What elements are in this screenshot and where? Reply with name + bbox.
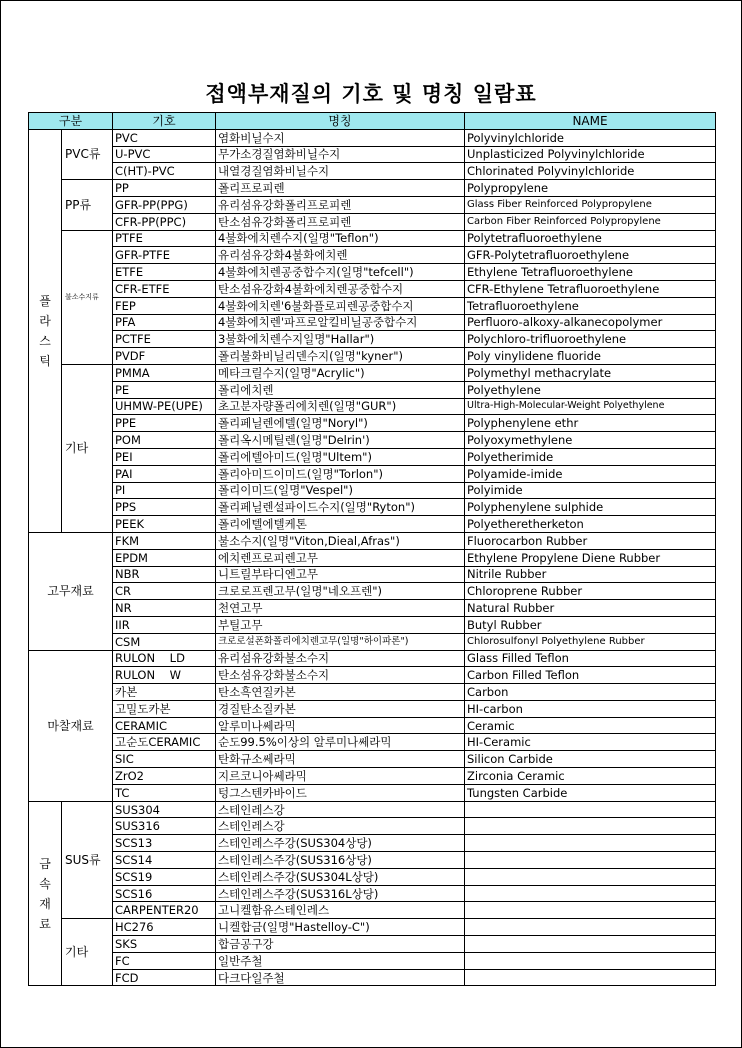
cell-symbol: PPS (113, 499, 216, 516)
table-row (29, 297, 716, 314)
cell-symbol: IIR (113, 616, 216, 633)
cell-name-kr: 스테인레스주강(SUS316상당) (216, 852, 465, 869)
cell-name-en (465, 801, 716, 818)
cell-name-kr: 천연고무 (216, 600, 465, 617)
cell-name-kr: 탄소섬유강화불소수지 (216, 667, 465, 684)
cell-name-kr: 유리섬유강화4불화에치렌 (216, 247, 465, 264)
cell-name-kr: 불소수지(일명"Viton,Dieal,Afras") (216, 532, 465, 549)
cell-name-kr: 내열경질염화비닐수지 (216, 163, 465, 180)
cell-name-kr: 합금공구강 (216, 936, 465, 953)
cell-name-en (465, 868, 716, 885)
cell-name-en: Ceramic (465, 717, 716, 734)
cell-symbol: SCS13 (113, 835, 216, 852)
cell-name-en: Polyimide (465, 482, 716, 499)
cell-symbol: CERAMIC (113, 717, 216, 734)
table-row (29, 784, 716, 801)
cell-symbol: C(HT)-PVC (113, 163, 216, 180)
cell-name-en (465, 902, 716, 919)
cell-name-en: Polytetrafluoroethylene (465, 230, 716, 247)
cell-symbol: ZrO2 (113, 768, 216, 785)
table-row (29, 532, 716, 549)
table-row (29, 247, 716, 264)
cell-name-en: Chlorinated Polyvinylchloride (465, 163, 716, 180)
table-row (29, 381, 716, 398)
cell-name-kr: 다크다일주철 (216, 969, 465, 986)
cell-name-kr: 스테인레스주강(SUS304상당) (216, 835, 465, 852)
header-symbol: 기호 (113, 113, 216, 130)
cell-name-en: HI-carbon (465, 700, 716, 717)
table-row (29, 868, 716, 885)
table-row (29, 751, 716, 768)
cell-symbol: PFA (113, 314, 216, 331)
cell-name-en (465, 952, 716, 969)
cell-name-kr: 유리섬유강화불소수지 (216, 650, 465, 667)
cell-name-kr: 니트릴부타디엔고무 (216, 566, 465, 583)
table-row (29, 364, 716, 381)
cell-symbol: TC (113, 784, 216, 801)
cell-name-kr: 폴리옥시메틸렌(일명"Delrin') (216, 432, 465, 449)
cell-name-en: CFR-Ethylene Tetrafluoroethylene (465, 280, 716, 297)
table-row (29, 734, 716, 751)
cell-name-en: Zirconia Ceramic (465, 768, 716, 785)
cell-name-en: Perfluoro-alkoxy-alkanecopolymer (465, 314, 716, 331)
subcategory-metal-etc: 기타 (62, 919, 113, 986)
cell-name-en: HI-Ceramic (465, 734, 716, 751)
cell-name-kr: 폴리에텔에텔케톤 (216, 516, 465, 533)
table-row (29, 180, 716, 197)
cell-name-en: Carbon Filled Teflon (465, 667, 716, 684)
cell-name-kr: 스테인레스주강(SUS316L상당) (216, 885, 465, 902)
cell-name-en: Ethylene Tetrafluoroethylene (465, 264, 716, 281)
cell-name-en: Butyl Rubber (465, 616, 716, 633)
table-row (29, 398, 716, 415)
cell-symbol: EPDM (113, 549, 216, 566)
table-row (29, 684, 716, 701)
cell-name-kr: 3불화에치렌수지일명"Hallar") (216, 331, 465, 348)
cell-name-en (465, 818, 716, 835)
cell-symbol: PPE (113, 415, 216, 432)
table-row (29, 633, 716, 650)
cell-name-kr: 4불화에치렌'파프로알킬비닐공중합수지 (216, 314, 465, 331)
cell-symbol: U-PVC (113, 146, 216, 163)
table-row (29, 348, 716, 365)
cell-name-kr: 탄화규소쎄라믹 (216, 751, 465, 768)
table-row (29, 432, 716, 449)
cell-symbol: SCS19 (113, 868, 216, 885)
cell-name-en (465, 885, 716, 902)
subcategory-pp: PP류 (62, 180, 113, 230)
cell-name-kr: 텅그스텐카바이드 (216, 784, 465, 801)
cell-name-kr: 스테인레스주강(SUS304L상당) (216, 868, 465, 885)
cell-name-kr: 크로로프렌고무(일명"네오프렌") (216, 583, 465, 600)
header-name-kr: 명칭 (216, 113, 465, 130)
cell-symbol: FKM (113, 532, 216, 549)
cell-name-kr: 탄소섬유강화4불화에치렌공중합수지 (216, 280, 465, 297)
cell-name-kr: 폴리불화비닐리덴수지(일명"kyner") (216, 348, 465, 365)
header-row (29, 113, 716, 130)
cell-symbol: CR (113, 583, 216, 600)
subcategory-plastic-etc: 기타 (62, 364, 113, 532)
cell-symbol: PVC (113, 129, 216, 146)
cell-symbol: PEEK (113, 516, 216, 533)
cell-name-en (465, 835, 716, 852)
table-row (29, 264, 716, 281)
cell-name-kr: 탄소흑연질카본 (216, 684, 465, 701)
category-plastic: 플 라 스 틱 (29, 129, 62, 532)
table-row (29, 801, 716, 818)
cell-symbol: GFR-PTFE (113, 247, 216, 264)
table-row (29, 129, 716, 146)
table-row (29, 213, 716, 230)
cell-name-kr: 폴리페닐렌설파이드수지(일명"Ryton") (216, 499, 465, 516)
cell-symbol: PVDF (113, 348, 216, 365)
cell-symbol: RULON LD (113, 650, 216, 667)
cell-symbol: PAI (113, 465, 216, 482)
cell-name-en: Carbon (465, 684, 716, 701)
cell-name-kr: 4불화에치렌공중합수지(일명"tefcell") (216, 264, 465, 281)
cell-name-en: Natural Rubber (465, 600, 716, 617)
cell-name-en: Polyethylene (465, 381, 716, 398)
table-row (29, 163, 716, 180)
cell-name-en: Carbon Fiber Reinforced Polypropylene (465, 213, 716, 230)
table-row (29, 835, 716, 852)
cell-name-en: Polyoxymethylene (465, 432, 716, 449)
subcategory-fluoro: 불소수지류 (62, 230, 113, 364)
cell-name-en: Ethylene Propylene Diene Rubber (465, 549, 716, 566)
table-row (29, 852, 716, 869)
cell-name-kr: 염화비닐수지 (216, 129, 465, 146)
table-row (29, 331, 716, 348)
cell-symbol: CFR-PP(PPC) (113, 213, 216, 230)
table-row (29, 583, 716, 600)
material-table (28, 112, 716, 986)
cell-name-kr: 폴리에텔아미드(일명"Ultem") (216, 448, 465, 465)
cell-name-en (465, 936, 716, 953)
category-metal: 금 속 재 료 (29, 801, 62, 986)
cell-symbol: ETFE (113, 264, 216, 281)
cell-name-en: Polyetheretherketon (465, 516, 716, 533)
cell-symbol: 고밀도카본 (113, 700, 216, 717)
cell-name-en: Polypropylene (465, 180, 716, 197)
table-row (29, 952, 716, 969)
table-row (29, 465, 716, 482)
table-row (29, 600, 716, 617)
cell-name-en: Fluorocarbon Rubber (465, 532, 716, 549)
cell-name-en: Polyphenylene ethr (465, 415, 716, 432)
table-body (29, 129, 716, 986)
cell-name-en: Polychloro-trifluoroethylene (465, 331, 716, 348)
table-row (29, 549, 716, 566)
table-row (29, 516, 716, 533)
cell-name-en: Polyphenylene sulphide (465, 499, 716, 516)
cell-name-kr: 일반주철 (216, 952, 465, 969)
cell-symbol: SUS304 (113, 801, 216, 818)
cell-name-kr: 폴리에치렌 (216, 381, 465, 398)
table-row (29, 146, 716, 163)
cell-name-en: Tetrafluoroethylene (465, 297, 716, 314)
cell-name-kr: 폴리프로피렌 (216, 180, 465, 197)
cell-symbol: CSM (113, 633, 216, 650)
table-row (29, 196, 716, 213)
table-row (29, 919, 716, 936)
cell-symbol: PCTFE (113, 331, 216, 348)
cell-symbol: POM (113, 432, 216, 449)
category-friction: 마찰재료 (29, 650, 113, 801)
cell-symbol: 고순도CERAMIC (113, 734, 216, 751)
cell-name-kr: 폴리페닐렌에텔(일명"Noryl") (216, 415, 465, 432)
table-row (29, 768, 716, 785)
cell-name-kr: 무가소경질염화비닐수지 (216, 146, 465, 163)
table-row (29, 314, 716, 331)
cell-name-kr: 고니켈함유스테인레스 (216, 902, 465, 919)
cell-symbol: CARPENTER20 (113, 902, 216, 919)
cell-name-kr: 니켈합금(일명"Hastelloy-C") (216, 919, 465, 936)
cell-symbol: NR (113, 600, 216, 617)
cell-name-kr: 폴리아미드이미드(일명"Torlon") (216, 465, 465, 482)
cell-name-en: Polyvinylchloride (465, 129, 716, 146)
cell-name-kr: 크로로설폰화폴리에치렌고무(일명"하이파론") (216, 633, 465, 650)
table-row (29, 415, 716, 432)
cell-name-kr: 지르코니아쎄라믹 (216, 768, 465, 785)
subcategory-pvc: PVC류 (62, 129, 113, 179)
cell-name-en (465, 919, 716, 936)
table-row (29, 650, 716, 667)
cell-symbol: SUS316 (113, 818, 216, 835)
cell-name-kr: 알루미나쎄라믹 (216, 717, 465, 734)
cell-symbol: SIC (113, 751, 216, 768)
cell-symbol: PI (113, 482, 216, 499)
table-row (29, 902, 716, 919)
cell-name-en (465, 969, 716, 986)
cell-name-kr: 4불화에치렌'6불화플로피렌공중합수지 (216, 297, 465, 314)
cell-name-kr: 유리섬유강화폴리프로피렌 (216, 196, 465, 213)
page-title: 접액부재질의 기호 및 명칭 일람표 (205, 82, 537, 106)
cell-name-kr: 폴리이미드(일명"Vespel") (216, 482, 465, 499)
cell-name-en: Ultra-High-Molecular-Weight Polyethylene (465, 398, 716, 415)
table-row (29, 280, 716, 297)
cell-name-en: Glass Fiber Reinforced Polypropylene (465, 196, 716, 213)
cell-name-en: Silicon Carbide (465, 751, 716, 768)
cell-name-kr: 4불화에치렌수지(일명"Teflon") (216, 230, 465, 247)
table-row (29, 448, 716, 465)
table-row (29, 936, 716, 953)
table-row (29, 885, 716, 902)
cell-symbol: RULON W (113, 667, 216, 684)
cell-symbol: SKS (113, 936, 216, 953)
cell-name-kr: 초고분자량폴리에치렌(일명"GUR") (216, 398, 465, 415)
cell-name-en: Nitrile Rubber (465, 566, 716, 583)
table-row (29, 499, 716, 516)
cell-symbol: PTFE (113, 230, 216, 247)
cell-symbol: FEP (113, 297, 216, 314)
header-name-en: NAME (465, 113, 716, 130)
category-rubber: 고무재료 (29, 532, 113, 650)
cell-symbol: GFR-PP(PPG) (113, 196, 216, 213)
table-row (29, 700, 716, 717)
cell-symbol: CFR-ETFE (113, 280, 216, 297)
cell-name-en (465, 852, 716, 869)
cell-symbol: 카본 (113, 684, 216, 701)
table-row (29, 667, 716, 684)
table-row (29, 230, 716, 247)
cell-name-kr: 스테인레스강 (216, 801, 465, 818)
cell-name-kr: 스테인레스강 (216, 818, 465, 835)
cell-symbol: PMMA (113, 364, 216, 381)
subcategory-sus: SUS류 (62, 801, 113, 919)
cell-name-kr: 부틸고무 (216, 616, 465, 633)
cell-symbol: FC (113, 952, 216, 969)
cell-symbol: PE (113, 381, 216, 398)
cell-name-kr: 순도99.5%이상의 알루미나쎄라믹 (216, 734, 465, 751)
cell-symbol: NBR (113, 566, 216, 583)
cell-name-en: GFR-Polytetrafluoroethylene (465, 247, 716, 264)
header-category: 구분 (29, 113, 113, 130)
cell-name-en: Glass Filled Teflon (465, 650, 716, 667)
cell-symbol: UHMW-PE(UPE) (113, 398, 216, 415)
cell-name-en: Poly vinylidene fluoride (465, 348, 716, 365)
cell-name-kr: 탄소섬유강화폴리프로피렌 (216, 213, 465, 230)
cell-symbol: FCD (113, 969, 216, 986)
cell-name-en: Chloroprene Rubber (465, 583, 716, 600)
cell-name-en: Chlorosulfonyl Polyethylene Rubber (465, 633, 716, 650)
table-row (29, 969, 716, 986)
cell-name-en: Polyetherimide (465, 448, 716, 465)
cell-symbol: PP (113, 180, 216, 197)
cell-name-kr: 에치렌프로피렌고무 (216, 549, 465, 566)
table-row (29, 566, 716, 583)
table-row (29, 482, 716, 499)
cell-symbol: PEI (113, 448, 216, 465)
table-row (29, 616, 716, 633)
cell-name-en: Polyamide-imide (465, 465, 716, 482)
cell-name-en: Tungsten Carbide (465, 784, 716, 801)
table-row (29, 818, 716, 835)
cell-name-kr: 경질탄소질카본 (216, 700, 465, 717)
cell-name-kr: 메타크릴수지(일명"Acrylic") (216, 364, 465, 381)
cell-symbol: HC276 (113, 919, 216, 936)
table-row (29, 717, 716, 734)
cell-name-en: Unplasticized Polyvinylchloride (465, 146, 716, 163)
cell-symbol: SCS16 (113, 885, 216, 902)
cell-name-en: Polymethyl methacrylate (465, 364, 716, 381)
cell-symbol: SCS14 (113, 852, 216, 869)
